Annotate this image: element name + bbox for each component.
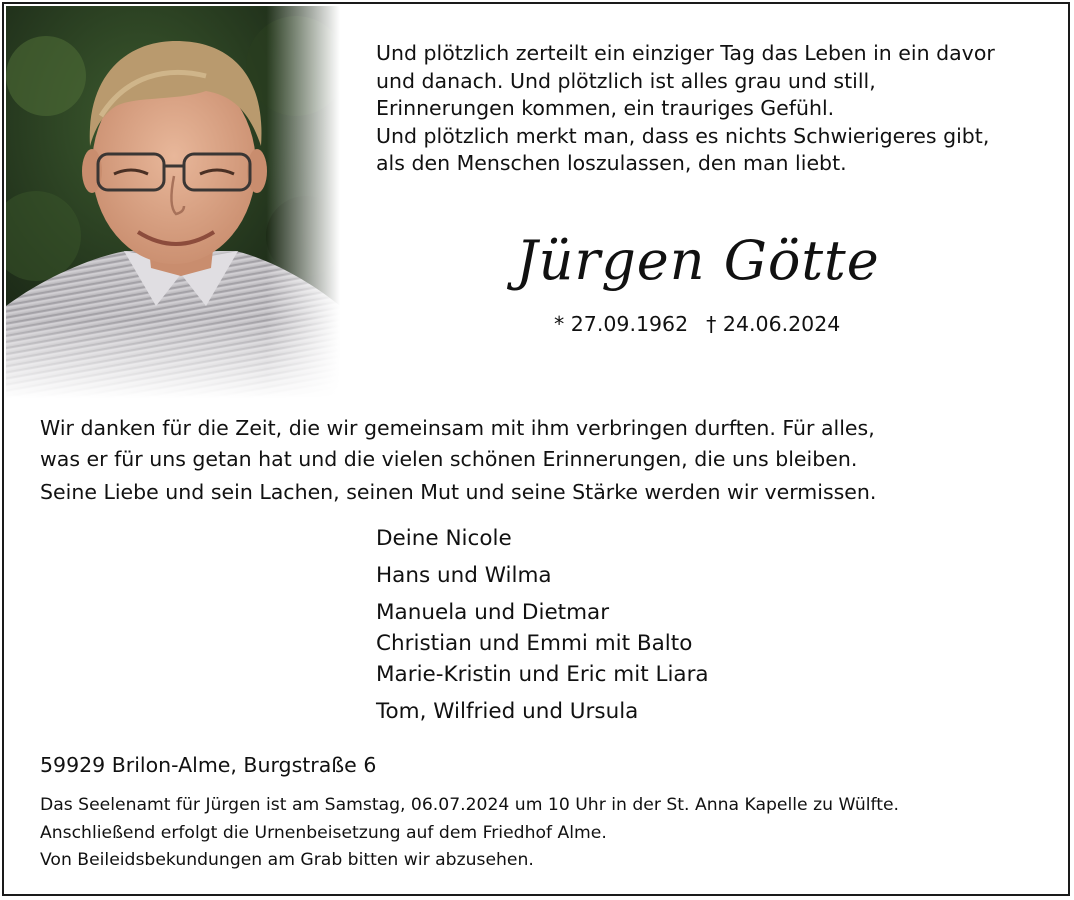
portrait-illustration [6,6,340,398]
obituary-frame [2,2,1070,896]
notice-line: Das Seelenamt für Jürgen ist am Samstag, 06.07.2024 um 10 Uhr in der St. Anna Kapelle zu Wülfte. [40,795,900,815]
mourning-address: 59929 Brilon-Alme, Burgstraße 6 [40,753,377,777]
death-date: † 24.06.2024 [706,312,841,336]
funeral-notice [40,792,899,875]
portrait-photo [6,6,340,398]
life-dates [554,310,840,338]
poem-line: als den Menschen loszulassen, den man liebt. [376,151,847,175]
thanks-line: Wir danken für die Zeit, die wir gemeinsam mit ihm verbringen durften. Für alles, [40,416,875,440]
mourner-name: Tom, Wilfried und Ursula [376,699,639,724]
mourner-name: Marie-Kristin und Eric mit Liara [376,662,709,687]
mourners-list [376,523,709,727]
poem-line: und danach. Und plötzlich ist alles grau und still, [376,68,876,93]
mourner-name: Christian und Emmi mit Balto [376,631,693,656]
deceased-name: Jürgen Götte [516,229,880,292]
notice-line: Anschließend erfolgt die Urnenbeisetzung auf dem Friedhof Alme. [40,822,607,843]
poem [376,40,995,178]
poem-line: Erinnerungen kommen, ein trauriges Gefühl. [376,96,835,120]
thanks-line: was er für uns getan hat und die vielen schönen Erinnerungen, die uns bleiben. [40,447,858,471]
notice-line: Von Beileidsbekundungen am Grab bitten wir abzusehen. [40,850,534,870]
thanks-text [40,413,876,508]
mourner-name: Hans und Wilma [376,563,552,588]
thanks-line: Seine Liebe und sein Lachen, seinen Mut und seine Stärke werden wir vermissen. [40,480,877,504]
mourner-name: Manuela und Dietmar [376,600,610,625]
poem-line: Und plötzlich zerteilt ein einziger Tag das Leben in ein davor [376,41,995,65]
birth-date: * 27.09.1962 [554,312,689,336]
mourner-name: Deine Nicole [376,526,512,551]
poem-line: Und plötzlich merkt man, dass es nichts Schwierigeres gibt, [376,123,990,148]
